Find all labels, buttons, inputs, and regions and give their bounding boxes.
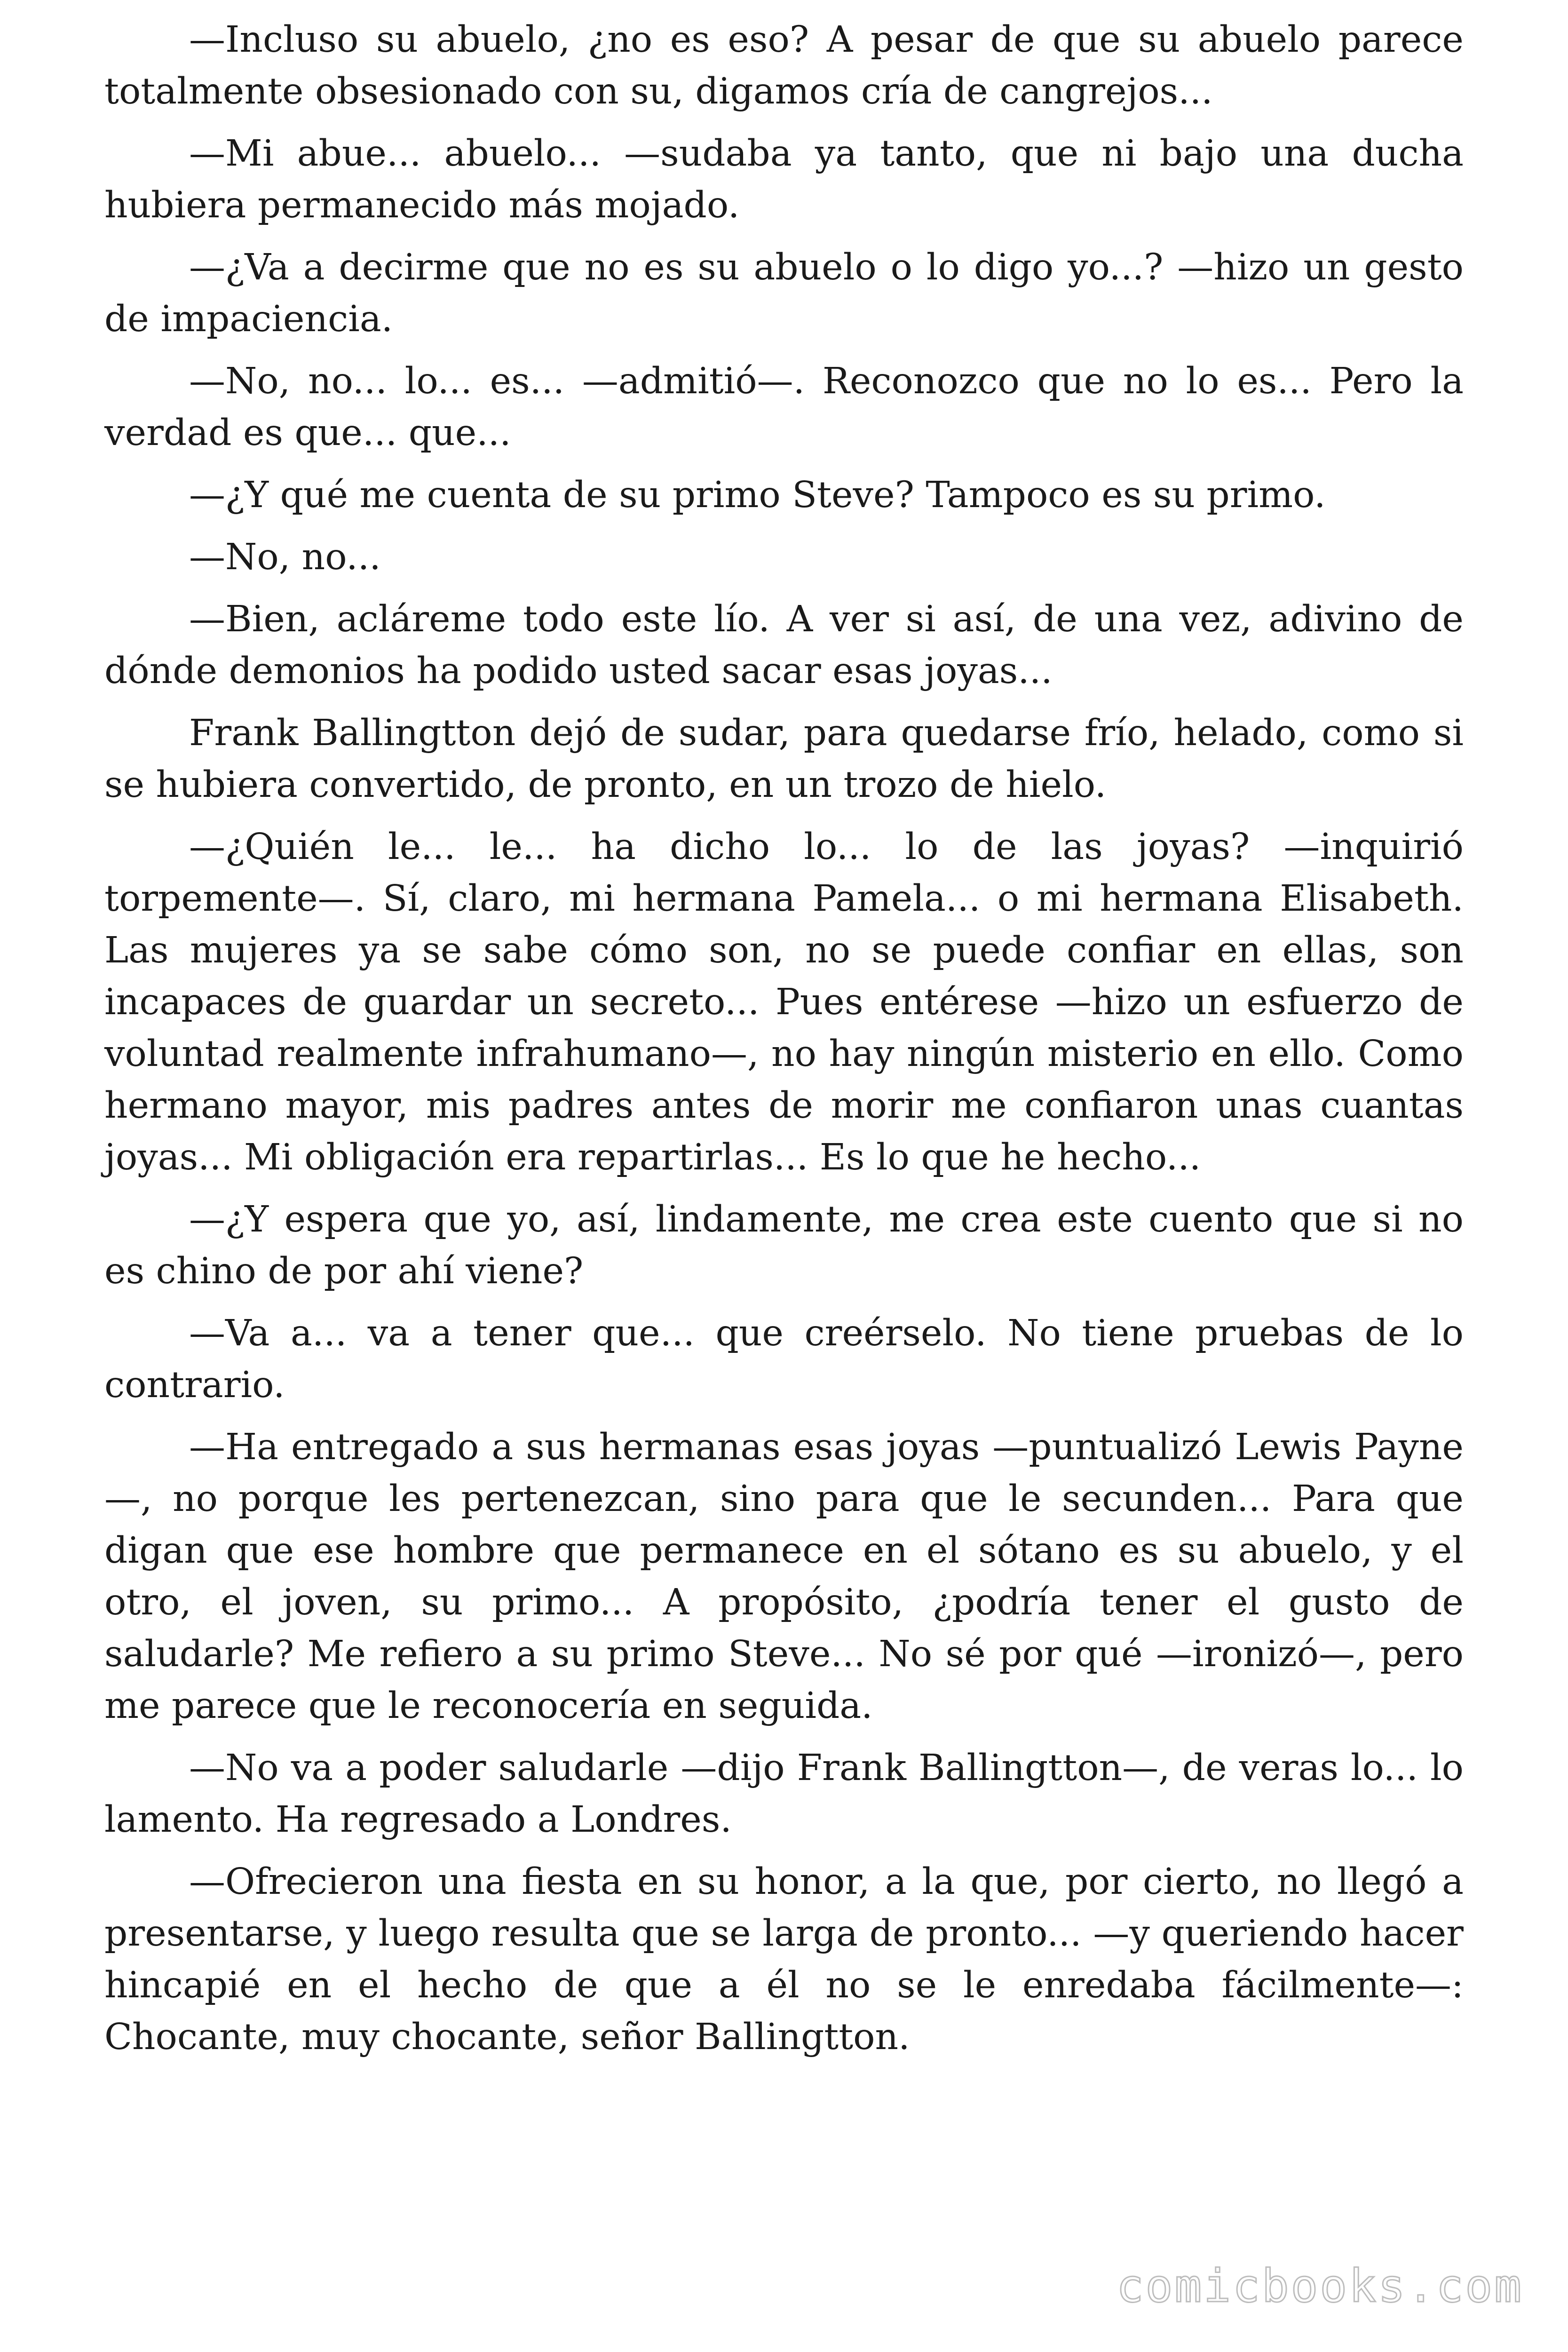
paragraph: —Bien, aclárеme todo este lío. A ver si así, de una vez, adivino de dónde demonios ha podido usted sacar esas joyas... xyxy=(104,598,1464,692)
paragraph: —Va a... va a tener que... que creérselo. No tiene pruebas de lo contrario. xyxy=(104,1312,1464,1406)
paragraph: —Ofrecieron una fiesta en su honor, a la que, por cierto, no llegó a presentarse, y luego resulta que se larga de pronto... —y queriendo hacer hincapié en el hecho de que a él no se le enredaba fácilmente—: Chocante, muy chocante, señor Ballingtton. xyxy=(104,1861,1464,2058)
paragraph: —No, no... xyxy=(189,536,381,578)
document-page xyxy=(104,14,1464,2074)
paragraph: —¿Y espera que yo, así, lindamente, me crea este cuento que si no es chino de por ahí viene? xyxy=(104,1199,1464,1292)
paragraph: —Incluso su abuelo, ¿no es eso? A pesar de que su abuelo parece totalmente obsesionado con su, digamos cría de cangrejos... xyxy=(104,19,1464,112)
paragraph: —Mi abue... abuelo... —sudaba ya tanto, que ni bajo una ducha hubiera permanecido más mojado. xyxy=(104,133,1464,226)
watermark: comicbooks.com xyxy=(1116,2260,1523,2312)
paragraph: —¿Quién le... le... ha dicho lo... lo de las joyas? —inquirió torpemente—. Sí, claro, mi hermana Pamela... o mi hermana Elisabeth. Las mujeres ya se sabe cómo son, no se puede confiar en ellas, son incapaces de guardar un secreto... Pues entérese —hizo un esfuerzo de voluntad realmente infrahumano—, no hay ningún misterio en ello. Como hermano mayor, mis padres antes de morir me confiaron unas cuantas joyas... Mi obligación era repartirlas... Es lo que he hecho... xyxy=(104,826,1464,1178)
paragraph: —¿Va a decirme que no es su abuelo o lo digo yo...? —hizo un gesto de impaciencia. xyxy=(104,246,1464,340)
paragraph: —No va a poder saludarle —dijo Frank Ballingtton—, de veras lo... lo lamento. Ha regresado a Londres. xyxy=(104,1747,1464,1841)
paragraph: —No, no... lo... es... —admitió—. Reconozco que no lo es... Pero la verdad es que... que... xyxy=(104,360,1464,454)
paragraph: —¿Y qué me cuenta de su primo Steve? Tampoco es su primo. xyxy=(189,474,1326,516)
paragraph: Frank Ballingtton dejó de sudar, para quedarse frío, helado, como si se hubiera convertido, de pronto, en un trozo de hielo. xyxy=(104,712,1464,806)
paragraph: —Ha entregado a sus hermanas esas joyas —puntualizó Lewis Payne—, no porque les pertenezcan, sino para que le secunden... Para que digan que ese hombre que permanece en el sótano es su abuelo, y el otro, el joven, su primo... A propósito, ¿podría tener el gusto de saludarle? Me refiero a su primo Steve... No sé por qué —ironizó—, pero me parece que le reconocería en seguida. xyxy=(104,1426,1464,1727)
